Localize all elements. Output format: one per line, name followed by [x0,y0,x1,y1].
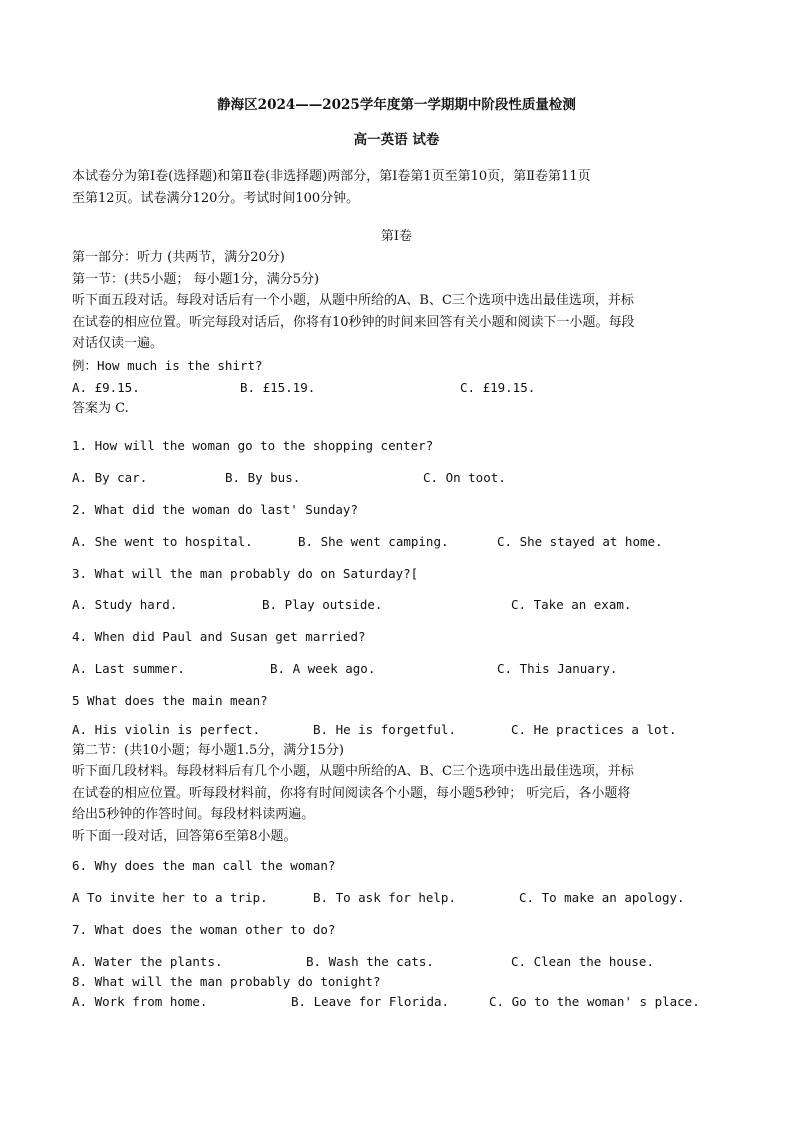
intro-line-2: 至第12页。试卷满分120分。考试时间100分钟。 [72,191,360,206]
q1-option-b: B. By bus. [225,470,301,485]
q6-option-a: A To invite her to a trip. [72,890,268,905]
q8-option-b: B. Leave for Florida. [291,994,450,1009]
section2-instruction-2: 在试卷的相应位置。听每段材料前，你将有时间阅读各个小题，每小题5秒钟； 听完后，各小题将 [72,786,631,801]
q1-option-a: A. By car. [72,470,148,485]
q2-option-b: B. She went camping. [298,534,449,549]
exam-title: 静海区2024——2025学年度第一学期期中阶段性质量检测 [217,97,576,113]
section2-instruction-1: 听下面几段材料。每段材料后有几个小题，从题中所给的A、B、C三个选项中选出最佳选项，并标 [72,764,634,779]
example-question: 例：How much is the shirt? [72,358,263,373]
q7-option-b: B. Wash the cats. [306,954,434,969]
section2-heading: 第二节：(共10小题；每小题1.5分，满分15分) [72,743,344,758]
example-option-a: A. £9.15. [72,380,140,395]
volume-title: 第Ⅰ卷 [380,229,413,244]
q5-option-c: C. He practices a lot. [511,722,677,737]
question-6: 6. Why does the man call the woman? [72,858,336,873]
q3-option-b: B. Play outside. [262,597,383,612]
q4-option-a: A. Last summer. [72,661,185,676]
question-5: 5 What does the main mean? [72,693,268,708]
q2-option-a: A. She went to hospital. [72,534,253,549]
q3-option-a: A. Study hard. [72,597,178,612]
section2-instruction-3: 给出5秒钟的作答时间。每段材料读两遍。 [72,807,315,822]
question-7: 7. What does the woman other to do? [72,922,336,937]
example-answer: 答案为 C. [72,401,129,416]
question-4: 4. When did Paul and Susan get married? [72,629,366,644]
question-2: 2. What did the woman do last' Sunday? [72,502,358,517]
exam-subtitle: 高一英语 试卷 [353,132,440,148]
q1-option-c: C. On toot. [423,470,506,485]
q3-option-c: C. Take an exam. [511,597,632,612]
question-3: 3. What will the man probably do on Saturday?[ [72,566,419,581]
section1-instruction-1: 听下面五段对话。每段对话后有一个小题，从题中所给的A、B、C三个选项中选出最佳选项，并标 [72,293,634,308]
example-option-b: B. £15.19. [240,380,316,395]
q4-option-c: C. This January. [497,661,618,676]
question-8: 8. What will the man probably do tonight? [72,974,381,989]
q7-option-a: A. Water the plants. [72,954,223,969]
q6-option-b: B. To ask for help. [313,890,456,905]
part1-heading: 第一部分：听力 (共两节，满分20分) [72,250,285,265]
q8-option-a: A. Work from home. [72,994,208,1009]
section1-heading: 第一节：(共5小题； 每小题1分，满分5分) [72,272,320,287]
q5-option-a: A. His violin is perfect. [72,722,261,737]
q6-option-c: C. To make an apology. [519,890,685,905]
example-option-c: C. £19.15. [460,380,536,395]
q7-option-c: C. Clean the house. [511,954,654,969]
q2-option-c: C. She stayed at home. [497,534,663,549]
section1-instruction-3: 对话仅读一遍。 [72,336,164,351]
q8-option-c: C. Go to the woman' s place. [489,994,700,1009]
intro-line-1: 本试卷分为第Ⅰ卷(选择题)和第Ⅱ卷(非选择题)两部分，第Ⅰ卷第1页至第10页，第Ⅱ卷第11页 [72,169,591,184]
q4-option-b: B. A week ago. [270,661,376,676]
section1-instruction-2: 在试卷的相应位置。听完每段对话后，你将有10秒钟的时间来回答有关小题和阅读下一小题。每段 [72,315,635,330]
question-1: 1. How will the woman go to the shopping center? [72,438,434,453]
q5-option-b: B. He is forgetful. [313,722,456,737]
section2-instruction-4: 听下面一段对话，回答第6至第8小题。 [72,829,297,844]
